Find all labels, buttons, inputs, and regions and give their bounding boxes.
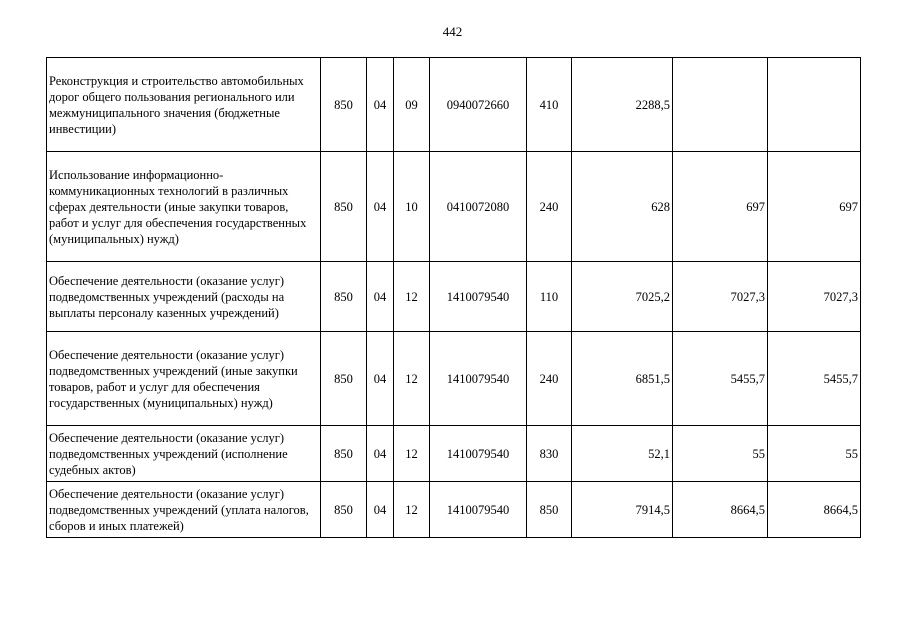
amount-3: 55: [768, 426, 861, 482]
amount-2: 697: [673, 152, 768, 262]
subsection-code: 12: [394, 482, 430, 538]
ministry-code: 850: [321, 426, 367, 482]
subsection-code: 12: [394, 332, 430, 426]
expense-type-code: 110: [527, 262, 572, 332]
target-code: 1410079540: [430, 426, 527, 482]
row-description: Реконструкция и строительство автомобильных дорог общего пользования регионального или межмуниципального значения (бюджетные инвестиции): [47, 58, 321, 152]
row-description: Обеспечение деятельности (оказание услуг) подведомственных учреждений (уплата налогов, сборов и иных платежей): [47, 482, 321, 538]
amount-1: 628: [572, 152, 673, 262]
ministry-code: 850: [321, 262, 367, 332]
section-code: 04: [367, 262, 394, 332]
expense-type-code: 830: [527, 426, 572, 482]
table-row: [47, 58, 861, 152]
amount-1: 7914,5: [572, 482, 673, 538]
table-row: [47, 262, 861, 332]
amount-1: 7025,2: [572, 262, 673, 332]
amount-2: 8664,5: [673, 482, 768, 538]
section-code: 04: [367, 58, 394, 152]
budget-table: [46, 57, 861, 538]
subsection-code: 12: [394, 426, 430, 482]
row-description: Обеспечение деятельности (оказание услуг) подведомственных учреждений (расходы на выплаты персоналу казенных учреждений): [47, 262, 321, 332]
amount-2: 5455,7: [673, 332, 768, 426]
amount-2: [673, 58, 768, 152]
amount-3: 8664,5: [768, 482, 861, 538]
expense-type-code: 240: [527, 332, 572, 426]
amount-1: 52,1: [572, 426, 673, 482]
amount-1: 6851,5: [572, 332, 673, 426]
row-description: Обеспечение деятельности (оказание услуг) подведомственных учреждений (исполнение судебных актов): [47, 426, 321, 482]
amount-1: 2288,5: [572, 58, 673, 152]
target-code: 0940072660: [430, 58, 527, 152]
ministry-code: 850: [321, 152, 367, 262]
subsection-code: 12: [394, 262, 430, 332]
section-code: 04: [367, 426, 394, 482]
row-description: Использование информационно-коммуникационных технологий в различных сферах деятельности (иные закупки товаров, работ и услуг для обеспечения государственных (муниципальных) нужд): [47, 152, 321, 262]
table-row: [47, 332, 861, 426]
ministry-code: 850: [321, 482, 367, 538]
table-row: [47, 482, 861, 538]
ministry-code: 850: [321, 332, 367, 426]
target-code: 1410079540: [430, 482, 527, 538]
expense-type-code: 410: [527, 58, 572, 152]
amount-3: 697: [768, 152, 861, 262]
target-code: 1410079540: [430, 332, 527, 426]
target-code: 1410079540: [430, 262, 527, 332]
ministry-code: 850: [321, 58, 367, 152]
amount-3: 5455,7: [768, 332, 861, 426]
expense-type-code: 850: [527, 482, 572, 538]
section-code: 04: [367, 482, 394, 538]
table-row: [47, 152, 861, 262]
subsection-code: 09: [394, 58, 430, 152]
amount-2: 7027,3: [673, 262, 768, 332]
expense-type-code: 240: [527, 152, 572, 262]
target-code: 0410072080: [430, 152, 527, 262]
page-number: 442: [442, 24, 463, 39]
amount-3: 7027,3: [768, 262, 861, 332]
row-description: Обеспечение деятельности (оказание услуг) подведомственных учреждений (иные закупки товаров, работ и услуг для обеспечения государственных (муниципальных) нужд): [47, 332, 321, 426]
subsection-code: 10: [394, 152, 430, 262]
section-code: 04: [367, 332, 394, 426]
amount-2: 55: [673, 426, 768, 482]
section-code: 04: [367, 152, 394, 262]
amount-3: [768, 58, 861, 152]
table-row: [47, 426, 861, 482]
